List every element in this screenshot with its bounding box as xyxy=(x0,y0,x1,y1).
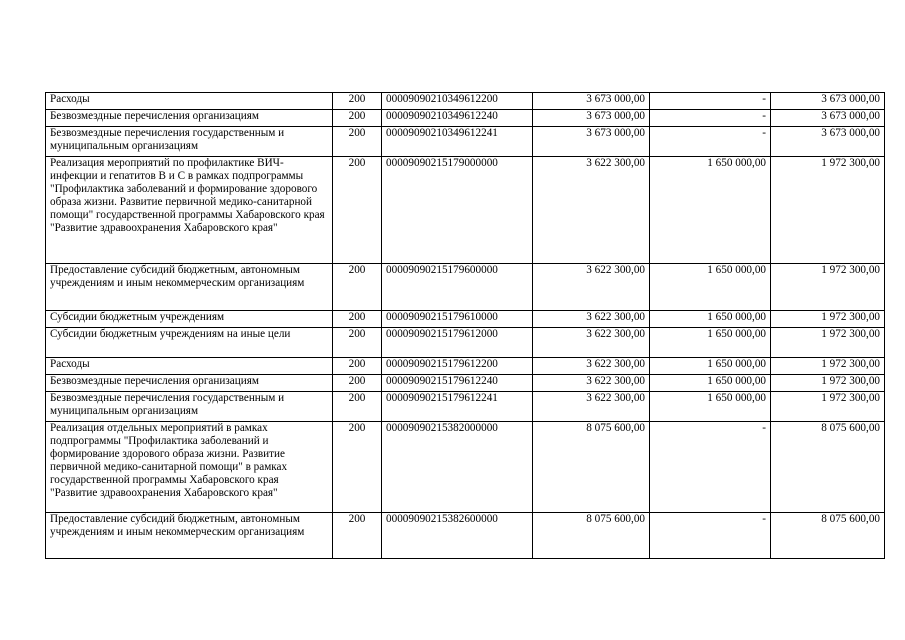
row-name-cell: Безвозмездные перечисления государственным и муниципальным организациям xyxy=(46,392,333,422)
row-amount1-cell: 3 673 000,00 xyxy=(533,127,650,157)
row-amount3-cell: 1 972 300,00 xyxy=(771,375,885,392)
table-row xyxy=(46,264,885,311)
row-name-cell: Расходы xyxy=(46,358,333,375)
row-amount3-cell: 1 972 300,00 xyxy=(771,311,885,328)
row-amount2-cell: - xyxy=(650,110,771,127)
row-name-cell: Реализация мероприятий по профилактике ВИЧ-инфекции и гепатитов В и С в рамках подпрограммы "Профилактика заболеваний и формирование здорового образа жизни. Развитие первичной медико-санитарной помощи" государственной программы Хабаровского края "Развитие здравоохранения Хабаровского края" xyxy=(46,157,333,264)
row-classification-cell: 00009090215382600000 xyxy=(382,513,533,559)
row-amount3-cell: 1 972 300,00 xyxy=(771,358,885,375)
row-name-cell: Реализация отдельных мероприятий в рамках подпрограммы "Профилактика заболеваний и формирование здорового образа жизни. Развитие первичной медико-санитарной помощи" в рамках государственной программы Хабаровского края "Развитие здравоохранения Хабаровского края" xyxy=(46,422,333,513)
row-code-cell: 200 xyxy=(333,358,382,375)
row-classification-cell: 00009090215179612000 xyxy=(382,328,533,358)
row-amount2-cell: 1 650 000,00 xyxy=(650,264,771,311)
row-classification-cell: 00009090210349612200 xyxy=(382,93,533,110)
row-name-cell: Безвозмездные перечисления организациям xyxy=(46,110,333,127)
row-amount3-cell: 3 673 000,00 xyxy=(771,127,885,157)
row-amount2-cell: 1 650 000,00 xyxy=(650,328,771,358)
row-classification-cell: 00009090215179612240 xyxy=(382,375,533,392)
row-amount3-cell: 8 075 600,00 xyxy=(771,513,885,559)
table-row xyxy=(46,110,885,127)
row-amount1-cell: 8 075 600,00 xyxy=(533,513,650,559)
row-name-cell: Субсидии бюджетным учреждениям xyxy=(46,311,333,328)
row-code-cell: 200 xyxy=(333,264,382,311)
row-code-cell: 200 xyxy=(333,127,382,157)
row-amount3-cell: 1 972 300,00 xyxy=(771,328,885,358)
row-classification-cell: 00009090215179612241 xyxy=(382,392,533,422)
row-amount3-cell: 3 673 000,00 xyxy=(771,93,885,110)
row-name-cell: Субсидии бюджетным учреждениям на иные цели xyxy=(46,328,333,358)
row-classification-cell: 00009090215179612200 xyxy=(382,358,533,375)
row-amount1-cell: 3 673 000,00 xyxy=(533,93,650,110)
row-amount3-cell: 1 972 300,00 xyxy=(771,392,885,422)
row-classification-cell: 00009090215382000000 xyxy=(382,422,533,513)
row-amount1-cell: 3 622 300,00 xyxy=(533,392,650,422)
row-name-cell: Расходы xyxy=(46,93,333,110)
row-amount2-cell: 1 650 000,00 xyxy=(650,157,771,264)
row-code-cell: 200 xyxy=(333,328,382,358)
row-amount2-cell: 1 650 000,00 xyxy=(650,392,771,422)
row-amount1-cell: 3 622 300,00 xyxy=(533,157,650,264)
row-amount1-cell: 3 673 000,00 xyxy=(533,110,650,127)
row-code-cell: 200 xyxy=(333,422,382,513)
row-amount2-cell: 1 650 000,00 xyxy=(650,375,771,392)
row-amount2-cell: - xyxy=(650,127,771,157)
row-amount1-cell: 3 622 300,00 xyxy=(533,375,650,392)
row-classification-cell: 00009090210349612241 xyxy=(382,127,533,157)
row-amount1-cell: 8 075 600,00 xyxy=(533,422,650,513)
table-row xyxy=(46,375,885,392)
row-amount3-cell: 1 972 300,00 xyxy=(771,157,885,264)
table-row xyxy=(46,358,885,375)
row-amount3-cell: 1 972 300,00 xyxy=(771,264,885,311)
row-name-cell: Предоставление субсидий бюджетным, автономным учреждениям и иным некоммерческим организациям xyxy=(46,264,333,311)
row-code-cell: 200 xyxy=(333,375,382,392)
table-row xyxy=(46,127,885,157)
row-code-cell: 200 xyxy=(333,157,382,264)
row-amount1-cell: 3 622 300,00 xyxy=(533,311,650,328)
table-row xyxy=(46,311,885,328)
row-classification-cell: 00009090210349612240 xyxy=(382,110,533,127)
row-amount2-cell: - xyxy=(650,422,771,513)
row-amount1-cell: 3 622 300,00 xyxy=(533,328,650,358)
table-row xyxy=(46,392,885,422)
row-name-cell: Безвозмездные перечисления организациям xyxy=(46,375,333,392)
table-row xyxy=(46,328,885,358)
row-amount3-cell: 3 673 000,00 xyxy=(771,110,885,127)
row-classification-cell: 00009090215179000000 xyxy=(382,157,533,264)
row-amount1-cell: 3 622 300,00 xyxy=(533,264,650,311)
row-amount2-cell: - xyxy=(650,513,771,559)
row-amount2-cell: 1 650 000,00 xyxy=(650,311,771,328)
row-amount3-cell: 8 075 600,00 xyxy=(771,422,885,513)
row-code-cell: 200 xyxy=(333,392,382,422)
row-code-cell: 200 xyxy=(333,311,382,328)
row-classification-cell: 00009090215179600000 xyxy=(382,264,533,311)
row-amount1-cell: 3 622 300,00 xyxy=(533,358,650,375)
budget-table xyxy=(45,92,885,559)
table-row xyxy=(46,93,885,110)
table-row xyxy=(46,513,885,559)
row-amount2-cell: - xyxy=(650,93,771,110)
row-code-cell: 200 xyxy=(333,93,382,110)
table-row xyxy=(46,157,885,264)
table-row xyxy=(46,422,885,513)
row-amount2-cell: 1 650 000,00 xyxy=(650,358,771,375)
row-name-cell: Предоставление субсидий бюджетным, автономным учреждениям и иным некоммерческим организациям xyxy=(46,513,333,559)
row-code-cell: 200 xyxy=(333,513,382,559)
row-name-cell: Безвозмездные перечисления государственным и муниципальным организациям xyxy=(46,127,333,157)
row-code-cell: 200 xyxy=(333,110,382,127)
row-classification-cell: 00009090215179610000 xyxy=(382,311,533,328)
